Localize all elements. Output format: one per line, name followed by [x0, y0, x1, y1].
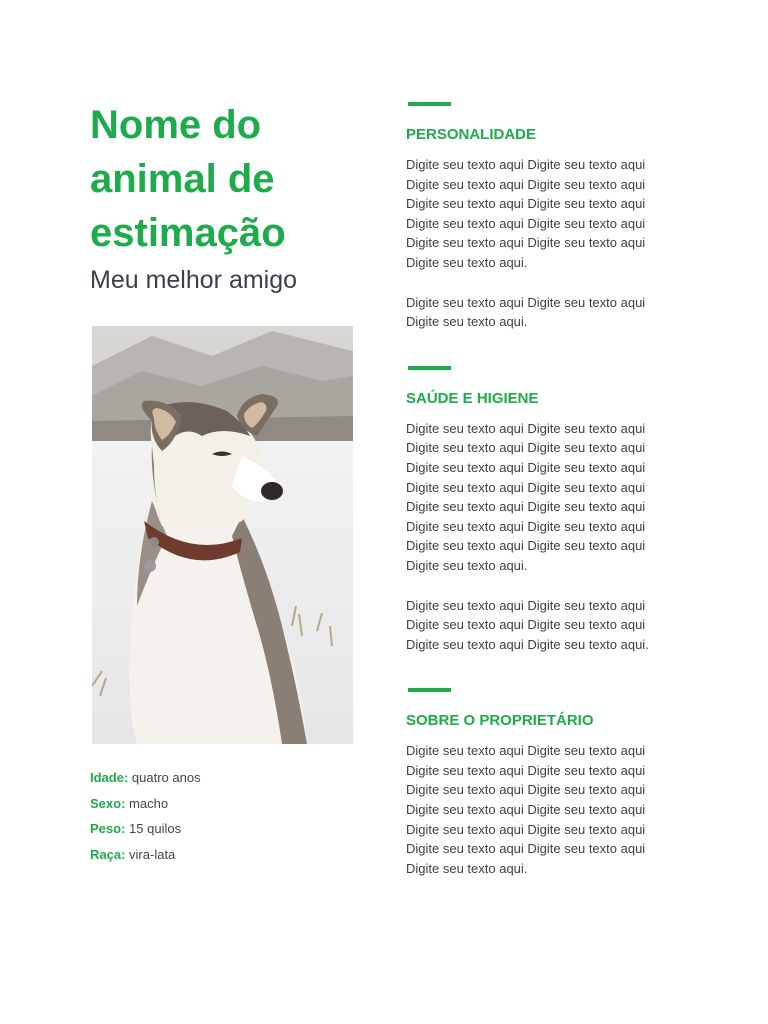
section-divider	[408, 102, 451, 106]
section-heading: SOBRE O PROPRIETÁRIO	[406, 712, 594, 730]
fact-label: Peso:	[90, 821, 126, 836]
section-paragraph: Digite seu texto aqui Digite seu texto aqui Digite seu texto aqui.	[406, 294, 646, 330]
page-title: Nome do animal de estimação	[90, 103, 286, 255]
pet-facts	[90, 767, 350, 869]
fact-age	[90, 767, 350, 793]
fact-label: Sexo:	[90, 795, 126, 811]
section-divider	[408, 366, 451, 370]
section-heading: PERSONALIDADE	[406, 126, 537, 143]
section-heading: SAÚDE E HIGIENE	[406, 389, 539, 407]
fact-breed	[90, 844, 350, 870]
section-personality	[406, 102, 706, 332]
section-paragraph: Digite seu texto aqui Digite seu texto aqui Digite seu texto aqui Digite seu texto aqui Digite seu texto aqui Digite seu texto aqui Digite seu texto aqui Digite seu texto aqui Digite seu texto aqui Digite seu texto aqui Digite seu texto aqui Digite seu texto aqui Digite seu texto aqui Digite seu texto aqui Digite seu texto aqui.	[406, 420, 646, 573]
fact-value: vira-lata	[129, 846, 176, 862]
fact-label: Raça:	[90, 846, 126, 862]
content-column	[406, 102, 706, 878]
fact-value: quatro anos	[131, 770, 201, 785]
header	[90, 98, 360, 296]
page-subtitle: Meu melhor amigo	[90, 266, 298, 294]
section-paragraph: Digite seu texto aqui Digite seu texto aqui Digite seu texto aqui Digite seu texto aqui Digite seu texto aqui Digite seu texto aqui.	[406, 597, 649, 652]
section-paragraph: Digite seu texto aqui Digite seu texto aqui Digite seu texto aqui Digite seu texto aqui Digite seu texto aqui Digite seu texto aqui Digite seu texto aqui Digite seu texto aqui Digite seu texto aqui Digite seu texto aqui Digite seu texto aqui.	[406, 157, 646, 270]
fact-value: 15 quilos	[129, 821, 182, 836]
fact-weight	[90, 818, 350, 844]
section-health	[406, 366, 706, 655]
fact-sex	[90, 793, 350, 819]
section-divider	[408, 688, 451, 692]
section-paragraph: Digite seu texto aqui Digite seu texto aqui Digite seu texto aqui Digite seu texto aqui Digite seu texto aqui Digite seu texto aqui Digite seu texto aqui Digite seu texto aqui Digite seu texto aqui Digite seu texto aqui Digite seu texto aqui Digite seu texto aqui Digite seu texto aqui.	[406, 743, 646, 876]
fact-value: macho	[129, 795, 169, 811]
section-owner	[406, 688, 706, 878]
dog-photo	[92, 326, 353, 744]
fact-label: Idade:	[90, 770, 129, 785]
